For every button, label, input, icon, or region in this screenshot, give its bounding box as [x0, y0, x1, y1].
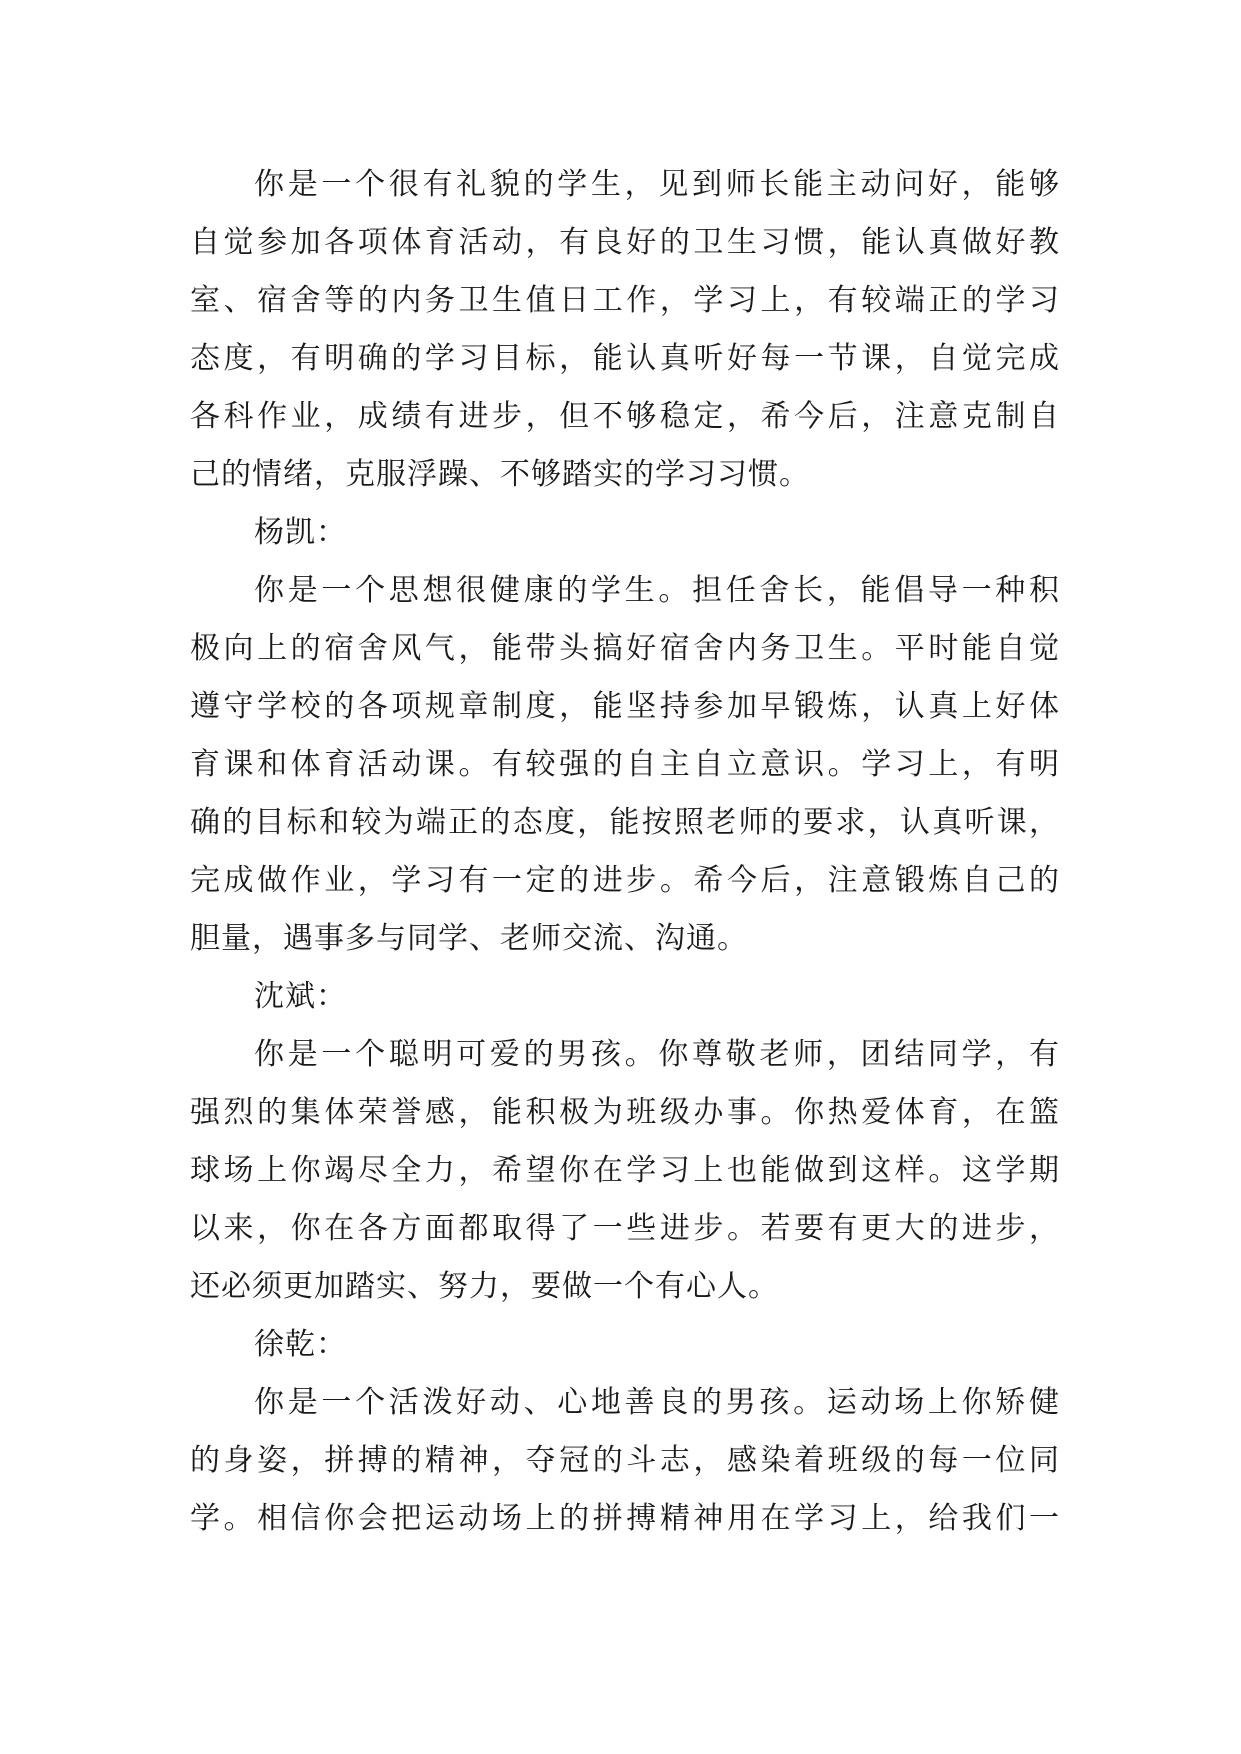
paragraph-line: 你是一个思想很健康的学生。担任舍长，能倡导一种积 [254, 573, 1060, 608]
paragraph-line: 胆量，遇事多与同学、老师交流、沟通。 [190, 921, 748, 956]
student-name-heading: 徐乾： [254, 1327, 347, 1362]
paragraph-line: 确的目标和较为端正的态度，能按照老师的要求，认真听课， [190, 805, 1060, 840]
paragraph-line: 室、宿舍等的内务卫生值日工作，学习上，有较端正的学习 [190, 283, 1060, 318]
paragraph-line: 完成做作业，学习有一定的进步。希今后，注意锻炼自己的 [190, 863, 1060, 898]
paragraph-line: 己的情绪，克服浮躁、不够踏实的学习习惯。 [190, 457, 810, 492]
document-page [190, 156, 1060, 1548]
paragraph-line: 的身姿，拼搏的精神，夺冠的斗志，感染着班级的每一位同 [190, 1443, 1060, 1478]
paragraph-line: 你是一个聪明可爱的男孩。你尊敬老师，团结同学，有 [254, 1037, 1060, 1072]
paragraph-line: 球场上你竭尽全力，希望你在学习上也能做到这样。这学期 [190, 1153, 1060, 1188]
paragraph-line: 还必须更加踏实、努力，要做一个有心人。 [190, 1269, 779, 1304]
paragraph-line: 自觉参加各项体育活动，有良好的卫生习惯，能认真做好教 [190, 225, 1060, 260]
paragraph-line: 你是一个活泼好动、心地善良的男孩。运动场上你矫健 [254, 1385, 1060, 1420]
paragraph-line: 你是一个很有礼貌的学生，见到师长能主动问好，能够 [254, 167, 1060, 202]
paragraph-line: 以来，你在各方面都取得了一些进步。若要有更大的进步， [190, 1211, 1060, 1246]
paragraph-line: 强烈的集体荣誉感，能积极为班级办事。你热爱体育，在篮 [190, 1095, 1060, 1130]
paragraph-line: 态度，有明确的学习目标，能认真听好每一节课，自觉完成 [190, 341, 1060, 376]
student-name-heading: 杨凯： [254, 515, 347, 550]
paragraph-line: 学。相信你会把运动场上的拼搏精神用在学习上，给我们一 [190, 1501, 1060, 1536]
paragraph-line: 各科作业，成绩有进步，但不够稳定，希今后，注意克制自 [190, 399, 1060, 434]
student-name-heading: 沈斌： [254, 979, 347, 1014]
paragraph-line: 育课和体育活动课。有较强的自主自立意识。学习上，有明 [190, 747, 1060, 782]
paragraph-line: 遵守学校的各项规章制度，能坚持参加早锻炼，认真上好体 [190, 689, 1060, 724]
paragraph-line: 极向上的宿舍风气，能带头搞好宿舍内务卫生。平时能自觉 [190, 631, 1060, 666]
